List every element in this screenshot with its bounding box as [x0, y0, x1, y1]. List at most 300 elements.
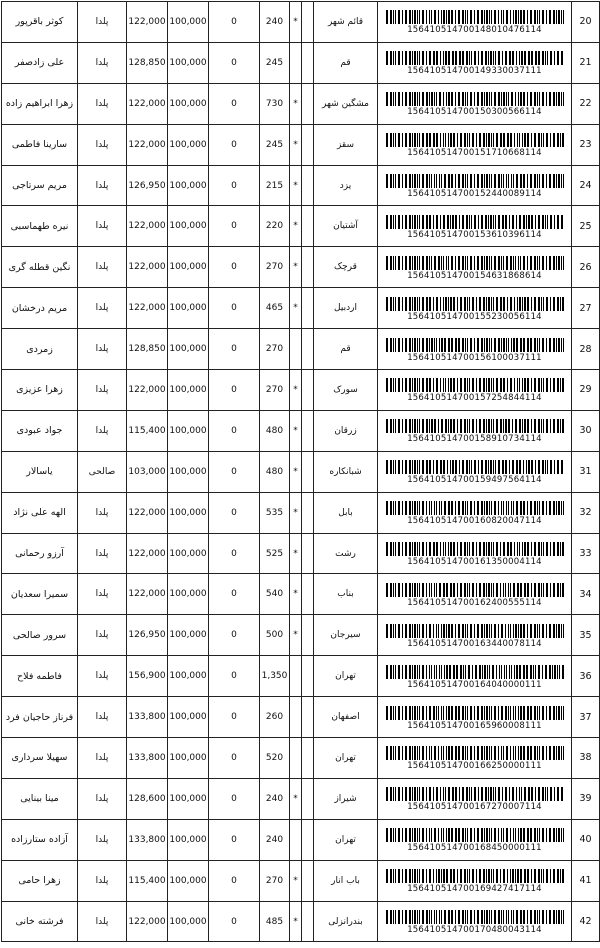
base-amount: 100,000 [168, 288, 209, 329]
zero-value: 0 [209, 247, 260, 288]
table-row [2, 901, 600, 942]
star-marker: * [290, 492, 302, 533]
zero-value: 0 [209, 615, 260, 656]
row-index: 27 [572, 288, 600, 329]
barcode-image [386, 256, 564, 270]
barcode-image [386, 10, 564, 24]
company-name: پلدا [78, 492, 127, 533]
barcode-number: 156410514700163440078114 [407, 638, 542, 649]
weight-value: 260 [260, 697, 290, 738]
row-index: 20 [572, 2, 600, 43]
zero-value: 0 [209, 329, 260, 370]
base-amount: 100,000 [168, 2, 209, 43]
row-index: 42 [572, 901, 600, 942]
barcode-cell [378, 533, 572, 574]
recipient-name: سمیرا سعدیان [2, 574, 78, 615]
recipient-name: مریم درخشان [2, 288, 78, 329]
star-marker [290, 42, 302, 83]
barcode-number: 156410514700161350004114 [407, 557, 542, 568]
star-marker: * [290, 83, 302, 124]
weight-value: 540 [260, 574, 290, 615]
recipient-name: فرشته خانی [2, 901, 78, 942]
empty-cell [302, 615, 314, 656]
zero-value: 0 [209, 778, 260, 819]
company-name: پلدا [78, 860, 127, 901]
table-row [2, 83, 600, 124]
table-row [2, 124, 600, 165]
row-index: 32 [572, 492, 600, 533]
barcode-image [386, 828, 564, 842]
barcode-image [386, 501, 564, 515]
recipient-name: یاسالار [2, 451, 78, 492]
barcode-cell [378, 165, 572, 206]
weight-value: 240 [260, 778, 290, 819]
table-row [2, 329, 600, 370]
barcode-image [386, 215, 564, 229]
weight-value: 240 [260, 2, 290, 43]
star-marker [290, 738, 302, 779]
barcode-image [386, 583, 564, 597]
total-amount: 103,000 [127, 451, 168, 492]
total-amount: 115,400 [127, 410, 168, 451]
star-marker: * [290, 206, 302, 247]
destination-city: تهران [314, 656, 378, 697]
destination-city: اصفهان [314, 697, 378, 738]
total-amount: 122,000 [127, 574, 168, 615]
destination-city: بندرانزلی [314, 901, 378, 942]
barcode-cell [378, 410, 572, 451]
recipient-name: نگین قطله گری [2, 247, 78, 288]
company-name: پلدا [78, 574, 127, 615]
weight-value: 535 [260, 492, 290, 533]
company-name: پلدا [78, 778, 127, 819]
empty-cell [302, 2, 314, 43]
total-amount: 128,850 [127, 329, 168, 370]
row-index: 24 [572, 165, 600, 206]
recipient-name: نیره طهماسبی [2, 206, 78, 247]
barcode-image [386, 133, 564, 147]
empty-cell [302, 492, 314, 533]
zero-value: 0 [209, 738, 260, 779]
total-amount: 122,000 [127, 288, 168, 329]
row-index: 38 [572, 738, 600, 779]
destination-city: زرقان [314, 410, 378, 451]
empty-cell [302, 288, 314, 329]
recipient-name: زمردی [2, 329, 78, 370]
barcode-image [386, 460, 564, 474]
base-amount: 100,000 [168, 697, 209, 738]
empty-cell [302, 124, 314, 165]
barcode-image [386, 869, 564, 883]
total-amount: 122,000 [127, 124, 168, 165]
barcode-image [386, 665, 564, 679]
barcode-number: 156410514700150300566114 [407, 107, 542, 118]
barcode-image [386, 419, 564, 433]
base-amount: 100,000 [168, 738, 209, 779]
weight-value: 270 [260, 370, 290, 411]
barcode-cell [378, 738, 572, 779]
table-row [2, 615, 600, 656]
row-index: 37 [572, 697, 600, 738]
barcode-image [386, 51, 564, 65]
zero-value: 0 [209, 2, 260, 43]
zero-value: 0 [209, 124, 260, 165]
table-row [2, 492, 600, 533]
barcode-number: 156410514700155230056114 [407, 311, 542, 322]
barcode-cell [378, 574, 572, 615]
company-name: پلدا [78, 329, 127, 370]
barcode-image [386, 338, 564, 352]
company-name: صالحی [78, 451, 127, 492]
barcode-number: 156410514700162400555114 [407, 597, 542, 608]
weight-value: 465 [260, 288, 290, 329]
destination-city: سیرجان [314, 615, 378, 656]
destination-city: آشتیان [314, 206, 378, 247]
weight-value: 240 [260, 819, 290, 860]
base-amount: 100,000 [168, 574, 209, 615]
star-marker: * [290, 165, 302, 206]
barcode-image [386, 787, 564, 801]
total-amount: 122,000 [127, 492, 168, 533]
total-amount: 122,000 [127, 206, 168, 247]
company-name: پلدا [78, 83, 127, 124]
zero-value: 0 [209, 901, 260, 942]
weight-value: 270 [260, 860, 290, 901]
total-amount: 115,400 [127, 860, 168, 901]
barcode-number: 156410514700153610396114 [407, 229, 542, 240]
weight-value: 270 [260, 247, 290, 288]
recipient-name: زهرا ابراهیم زاده [2, 83, 78, 124]
zero-value: 0 [209, 370, 260, 411]
company-name: پلدا [78, 738, 127, 779]
table-row [2, 778, 600, 819]
weight-value: 525 [260, 533, 290, 574]
zero-value: 0 [209, 492, 260, 533]
base-amount: 100,000 [168, 329, 209, 370]
zero-value: 0 [209, 42, 260, 83]
empty-cell [302, 819, 314, 860]
zero-value: 0 [209, 288, 260, 329]
barcode-cell [378, 451, 572, 492]
table-row [2, 860, 600, 901]
row-index: 21 [572, 42, 600, 83]
empty-cell [302, 451, 314, 492]
barcode-number: 156410514700157254844114 [407, 393, 542, 404]
empty-cell [302, 247, 314, 288]
base-amount: 100,000 [168, 451, 209, 492]
zero-value: 0 [209, 860, 260, 901]
company-name: پلدا [78, 206, 127, 247]
barcode-image [386, 297, 564, 311]
row-index: 33 [572, 533, 600, 574]
weight-value: 220 [260, 206, 290, 247]
row-index: 39 [572, 778, 600, 819]
empty-cell [302, 778, 314, 819]
table-row [2, 533, 600, 574]
recipient-name: مینا بینایی [2, 778, 78, 819]
total-amount: 133,800 [127, 697, 168, 738]
table-row [2, 451, 600, 492]
table-row [2, 2, 600, 43]
barcode-cell [378, 901, 572, 942]
weight-value: 520 [260, 738, 290, 779]
total-amount: 126,950 [127, 165, 168, 206]
destination-city: قم [314, 42, 378, 83]
barcode-image [386, 542, 564, 556]
star-marker: * [290, 574, 302, 615]
base-amount: 100,000 [168, 615, 209, 656]
row-index: 28 [572, 329, 600, 370]
weight-value: 480 [260, 410, 290, 451]
star-marker: * [290, 533, 302, 574]
row-index: 31 [572, 451, 600, 492]
row-index: 23 [572, 124, 600, 165]
barcode-cell [378, 2, 572, 43]
zero-value: 0 [209, 574, 260, 615]
barcode-number: 156410514700158910734114 [407, 434, 542, 445]
table-row [2, 574, 600, 615]
barcode-image [386, 378, 564, 392]
recipient-name: آزاده ستارزاده [2, 819, 78, 860]
base-amount: 100,000 [168, 778, 209, 819]
company-name: پلدا [78, 533, 127, 574]
destination-city: یزد [314, 165, 378, 206]
row-index: 29 [572, 370, 600, 411]
base-amount: 100,000 [168, 656, 209, 697]
recipient-name: الهه علی نژاد [2, 492, 78, 533]
row-index: 40 [572, 819, 600, 860]
table-row [2, 656, 600, 697]
barcode-image [386, 746, 564, 760]
company-name: پلدا [78, 124, 127, 165]
shipments-table-body [2, 2, 600, 942]
base-amount: 100,000 [168, 42, 209, 83]
zero-value: 0 [209, 656, 260, 697]
company-name: پلدا [78, 410, 127, 451]
table-row [2, 288, 600, 329]
row-index: 25 [572, 206, 600, 247]
base-amount: 100,000 [168, 410, 209, 451]
destination-city: تهران [314, 738, 378, 779]
destination-city: بابل [314, 492, 378, 533]
barcode-cell [378, 247, 572, 288]
total-amount: 133,800 [127, 738, 168, 779]
barcode-number: 156410514700151710668114 [407, 148, 542, 159]
row-index: 26 [572, 247, 600, 288]
star-marker: * [290, 124, 302, 165]
barcode-number: 156410514700170480043114 [407, 925, 542, 936]
row-index: 41 [572, 860, 600, 901]
base-amount: 100,000 [168, 370, 209, 411]
barcode-image [386, 174, 564, 188]
barcode-number: 156410514700156100037111 [407, 352, 542, 363]
empty-cell [302, 206, 314, 247]
barcode-number: 156410514700169427417114 [407, 884, 542, 895]
empty-cell [302, 165, 314, 206]
destination-city: بناب [314, 574, 378, 615]
barcode-cell [378, 42, 572, 83]
weight-value: 215 [260, 165, 290, 206]
empty-cell [302, 697, 314, 738]
empty-cell [302, 738, 314, 779]
barcode-number: 156410514700166250000111 [407, 761, 542, 772]
star-marker [290, 656, 302, 697]
barcode-number: 156410514700167270007114 [407, 802, 542, 813]
star-marker: * [290, 860, 302, 901]
table-row [2, 206, 600, 247]
recipient-name: سهیلا سرداری [2, 738, 78, 779]
star-marker: * [290, 410, 302, 451]
base-amount: 100,000 [168, 165, 209, 206]
weight-value: 485 [260, 901, 290, 942]
row-index: 36 [572, 656, 600, 697]
barcode-cell [378, 697, 572, 738]
base-amount: 100,000 [168, 492, 209, 533]
destination-city: اردبیل [314, 288, 378, 329]
total-amount: 122,000 [127, 533, 168, 574]
shipments-table [1, 1, 600, 942]
empty-cell [302, 901, 314, 942]
destination-city: رشت [314, 533, 378, 574]
star-marker: * [290, 247, 302, 288]
barcode-number: 156410514700154631868614 [407, 270, 542, 281]
empty-cell [302, 83, 314, 124]
row-index: 35 [572, 615, 600, 656]
star-marker: * [290, 288, 302, 329]
zero-value: 0 [209, 533, 260, 574]
company-name: پلدا [78, 615, 127, 656]
recipient-name: سرور صالحی [2, 615, 78, 656]
star-marker: * [290, 2, 302, 43]
destination-city: سقز [314, 124, 378, 165]
zero-value: 0 [209, 819, 260, 860]
recipient-name: جواد عبودی [2, 410, 78, 451]
table-row [2, 410, 600, 451]
star-marker: * [290, 901, 302, 942]
row-index: 22 [572, 83, 600, 124]
zero-value: 0 [209, 206, 260, 247]
star-marker [290, 697, 302, 738]
company-name: پلدا [78, 697, 127, 738]
barcode-number: 156410514700165960008111 [407, 720, 542, 731]
row-index: 34 [572, 574, 600, 615]
destination-city: شبانکاره [314, 451, 378, 492]
weight-value: 270 [260, 329, 290, 370]
barcode-cell [378, 656, 572, 697]
company-name: پلدا [78, 288, 127, 329]
star-marker: * [290, 778, 302, 819]
base-amount: 100,000 [168, 533, 209, 574]
total-amount: 156,900 [127, 656, 168, 697]
total-amount: 128,600 [127, 778, 168, 819]
table-row [2, 370, 600, 411]
total-amount: 133,800 [127, 819, 168, 860]
barcode-cell [378, 819, 572, 860]
total-amount: 128,850 [127, 42, 168, 83]
weight-value: 245 [260, 124, 290, 165]
empty-cell [302, 42, 314, 83]
barcode-image [386, 706, 564, 720]
barcode-cell [378, 615, 572, 656]
base-amount: 100,000 [168, 860, 209, 901]
weight-value: 500 [260, 615, 290, 656]
recipient-name: کوثر باقرپور [2, 2, 78, 43]
barcode-cell [378, 370, 572, 411]
destination-city: مشگین شهر [314, 83, 378, 124]
base-amount: 100,000 [168, 124, 209, 165]
star-marker: * [290, 451, 302, 492]
recipient-name: زهرا عزیزی [2, 370, 78, 411]
zero-value: 0 [209, 451, 260, 492]
table-row [2, 738, 600, 779]
company-name: پلدا [78, 42, 127, 83]
empty-cell [302, 656, 314, 697]
barcode-cell [378, 492, 572, 533]
barcode-image [386, 910, 564, 924]
row-index: 30 [572, 410, 600, 451]
barcode-cell [378, 778, 572, 819]
star-marker [290, 329, 302, 370]
destination-city: سورک [314, 370, 378, 411]
company-name: پلدا [78, 165, 127, 206]
zero-value: 0 [209, 410, 260, 451]
empty-cell [302, 370, 314, 411]
barcode-cell [378, 206, 572, 247]
barcode-cell [378, 83, 572, 124]
weight-value: 730 [260, 83, 290, 124]
total-amount: 122,000 [127, 247, 168, 288]
empty-cell [302, 533, 314, 574]
barcode-number: 156410514700159497564114 [407, 475, 542, 486]
company-name: پلدا [78, 656, 127, 697]
table-row [2, 165, 600, 206]
company-name: پلدا [78, 2, 127, 43]
total-amount: 122,000 [127, 2, 168, 43]
barcode-number: 156410514700164040000111 [407, 679, 542, 690]
table-row [2, 697, 600, 738]
zero-value: 0 [209, 165, 260, 206]
destination-city: باب انار [314, 860, 378, 901]
star-marker [290, 819, 302, 860]
barcode-image [386, 624, 564, 638]
empty-cell [302, 574, 314, 615]
star-marker: * [290, 615, 302, 656]
barcode-cell [378, 288, 572, 329]
zero-value: 0 [209, 697, 260, 738]
zero-value: 0 [209, 83, 260, 124]
table-row [2, 42, 600, 83]
total-amount: 126,950 [127, 615, 168, 656]
star-marker: * [290, 370, 302, 411]
base-amount: 100,000 [168, 901, 209, 942]
weight-value: 245 [260, 42, 290, 83]
recipient-name: فاطمه فلاح [2, 656, 78, 697]
barcode-cell [378, 329, 572, 370]
barcode-image [386, 92, 564, 106]
barcode-number: 156410514700160820047114 [407, 516, 542, 527]
empty-cell [302, 410, 314, 451]
destination-city: قائم شهر [314, 2, 378, 43]
barcode-number: 156410514700149330037111 [407, 66, 542, 77]
recipient-name: مریم سرتاجی [2, 165, 78, 206]
empty-cell [302, 329, 314, 370]
destination-city: قرچک [314, 247, 378, 288]
base-amount: 100,000 [168, 247, 209, 288]
recipient-name: زهرا حامی [2, 860, 78, 901]
recipient-name: آرزو رحمانی [2, 533, 78, 574]
destination-city: شیراز [314, 778, 378, 819]
total-amount: 122,000 [127, 83, 168, 124]
